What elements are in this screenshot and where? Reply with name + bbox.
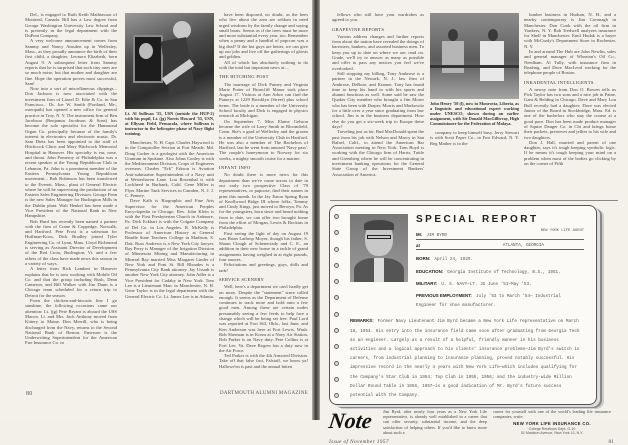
binder-hole <box>334 247 339 252</box>
note-logo: Note <box>327 408 374 434</box>
agent-location: ATLANTA, GEORGIA <box>502 243 544 249</box>
binder-holes <box>334 214 339 398</box>
binder-hole <box>334 214 339 219</box>
paragraph: Manchester, N. H. Capt. Charles Haywood is in the Comptroller Section at Fort Meade, Md. Doug Corker is a geologist with the American Uranium in Spokane. Also Johns Conley is with the Mediterranean Division, Corps of Engineers overseas. Charles "Erk" Erkson is Aviation Anti-submarine Superintendent of a Navy unit at Westerhaven Lane. Lou Rosenthal is with Lockheed in Burbank, Calif. Gene Miller is Flyer Marine Tank Services in Camden, N. J. J. C. Penney. <box>125 140 214 198</box>
note-contact <box>493 409 611 436</box>
paragraph: company to keep himself busy. Jerry Stewart is with Scott Paper Co., in Fort Edward, N. Y. Reg Mather is in the <box>430 130 519 146</box>
field-label: Mr. <box>416 232 423 237</box>
paragraph: Ted Parker is with the 4th Armored Division. Take off that false fact, Falstaff, we know ya! Hallowe'en is past and the annual bitten <box>219 353 308 369</box>
paragraph: In and around The Hub are John Newlin, sales and general manager of Wheaton's Oil Co., Needham. Al Tully, with insurance firm in Reading, and Dave MacLeod working for the telephone people of Boston. <box>524 49 616 76</box>
binder-hole <box>334 377 339 382</box>
divider <box>330 200 618 201</box>
field-label: PREVIOUS EMPLOYMENT: <box>416 293 472 299</box>
company-dept: College Relations Dept. G-10 <box>528 426 576 431</box>
issue-date: Issue of November 1957 <box>329 438 389 445</box>
agent-photo <box>350 214 408 282</box>
binder-hole <box>334 361 339 366</box>
remarks-text: Former Navy Lieutenant Jim Byrd became a New York Life representative on March 18, 1954. His entry into the insurance field came soon after graduating from Georgia Tech as an engineer. Largely as a result of a helpful, friendly manner in his business activities and a logical approach to his clients' insurance problems—Jim Byrd's switch in careers, from industrial planning to insurance planning, proved notably successful. His impressive record in the nearly 4 years with New York Life—which includes qualifying for the Company's Star Club in 1954; Top Club in 1955, 1956; and the industry-wide Million Dollar Round Table in 1956, 1957—is a good indication of Mr. Byrd's future success potential with the Company. <box>350 319 580 399</box>
paragraph: No doubt there is more news for this department than we've come across to date in our early two prospective Class of '79 representatives, or papoose, find their names in print this month. In the Jay Eaton Spring Ryan of Knollwood Ridge III whose folks, Tommy and Cindy Kings, just moved to Berwyn, Pa. As for the youngsters, born since and heard nothing from to date, we can offer two brought home from the effort of Morgan, Lewis & Bockius in Philadelphia. <box>219 172 308 231</box>
paragraph: A letter from Rick Lambert in Hanover explains that he is now working with Mobile Oil Co. and that the group including Rush, Dean Cameron, and Bill Walker with Jim Dunn is a Chicago team scheduled for a return trip to Detroit for the season. <box>25 266 117 298</box>
report-title: SPECIAL REPORT <box>416 214 539 225</box>
left-column-2-stack <box>125 111 214 385</box>
company-address: 51 Madison Avenue, New York 10, N.Y. <box>520 431 584 436</box>
remarks <box>350 315 584 398</box>
portrait-photo <box>430 13 519 99</box>
paragraph: Various address changes and further reports from about the nation have revealed the doings of barristers, bankers, and assorted business men. To keep you up to date on where we are, read on. Grade, we'll try to answer as many as possible and offer to pass any notices you feel we've overlooked. <box>332 33 424 71</box>
paragraph: Don J. Hall, married and parent of one daughter, says it's tough keeping symbolic logic. If he means it's tough keeping your mind on a problem when most of the bodies go clicking by on the corner of Fifth <box>524 139 616 167</box>
paragraph: have been disposed, no doubt, as the bees who live about the area are seldom in need urged wisdoms by the family change and saying small boats. Seems as if the trees must be more and more substantial every year, too. Remember when a penny and a handful of popcorn was a big deal? If the hot guys are better, we can give up our jobs and live off the gatherings of ghosts and goblins. <box>219 12 308 60</box>
binder-hole <box>334 393 339 398</box>
paragraph: Now into a sort of miscellaneous clippings... Don Jackson is now associated with the investment firm of Lionel D. Edie & Co. in San Francisco... Dr. Joe W. Smith (Portland, Me., osteopath) has opened a new office for general practice in Troy, N. Y. The instrument firm of Ben Jacobson (Benjamin Jacobson & Sons) has become the sole specialist for the Hammond Organ Co. principally because of the family's interest in electronics and electronic music. Dr. Sam Dietz has been appointed to the staff of Hitchcock Clinic and Mary Hitchcock Memorial Hospital in Hanover. His specialty is ear, nose, and throat. John Pomeroy of Philadelphia was a recent speaker at the Young Republican Club in Lebanon, Pa. John is a prominent member of the Eastern Pennsylvania Young Republican movement... Bob Robinson has been transferred to the Everett, Mass., plant of General Electric where he will be supervising the production of an Eastern Sales Engineering Division. George Fenn is the new Sales Manager for Burlington Mills in the Dublin plant. Walt Henkel has been made a Vice President of the National Bank in New Hampshire. <box>25 86 117 219</box>
note-text-continued: career for yourself with one of the world's leading life insurance companies, write: <box>493 409 611 420</box>
field-label: at <box>416 243 420 249</box>
left-column-3 <box>219 12 308 385</box>
field-label: BORN: <box>416 256 431 262</box>
binder-hole <box>334 263 339 268</box>
magazine-name: DARTMOUTH ALUMNI MAGAZINE <box>219 391 308 396</box>
agent-name: JIM BYRD <box>426 233 447 238</box>
binder-hole <box>334 328 339 333</box>
education-row <box>416 266 584 275</box>
section-heading: INFANT INFO <box>219 165 251 171</box>
photo-caption: John Henry '50 (l), now in Monrovia, Liberia, as a linguistic and educational expert working under UNESCO, shown during an earlier assignment, with Sir Donald MacGillivray, High Commissioner for the Federation of Malaya. <box>430 101 519 126</box>
field-value: July '53 to March '54— Industrial Engineer for shoe manufacturer. <box>416 294 561 309</box>
page-number: 80 <box>26 391 33 397</box>
right-column-1 <box>332 12 424 197</box>
paragraph: The marriage of Dick Putney and Virginia Marie Potter of Briarcliff Manor took place August 17. Visitors at Ann Arbor can find the Putneys at 1229 Brooklyn (Street) plus school items. The bride is a member of the University School faculty and Dick is engaged in physics research at Michigan. <box>219 81 308 119</box>
left-page <box>0 0 314 420</box>
paragraph: Still stopping my billing, Tony Ambrose is a partner in the Newark, N. J., law firm of Ambrose, DeRose, and Kramer. Tony has found time to keep his hand in with his sports and alumni functions as well. Some said he saw the Quaker City member who brought a Jim Moser who has been with Draper, Morris and Markowitz for a little over a year since graduating from law school. Jim is in the business department. How else do you get a six-week trip to Europe these days? <box>332 70 424 129</box>
paragraph: From the chicken-and-biscuits line I go sunshine, the following occasions came our attention: Lt. (jg) Pete Bryant is aboard the USS Macon. Lt. and Mrs. Jack Anthony moved from Kittery to Maine. Don Merrill, who is being discharged from the Navy, returns to the Second National Bank of Boston. Emerson is the Underwriting Superintendent for the American Fire Insurance Co. in <box>25 298 117 346</box>
paragraph: All of which has absolutely nothing to do with the total but important news at.... <box>219 59 308 70</box>
binder-hole <box>334 312 339 317</box>
photo-caption: Lt. Al Sullivan '55, USN (outside the HUP-2) with his pupil, Lt. (jg) Norris Howard '55, USN, at Ellyson Field, Pensacola, where Sullivan is instructor in the helicopter phase of Navy flight training. <box>125 111 214 136</box>
binder-hole <box>334 230 339 235</box>
field-value: U. S. NAVY—LT. JG June '51—May '53. <box>441 281 532 287</box>
paragraph: fellows who still have your wardrobes as agreed to you. <box>332 12 424 23</box>
paragraph: Felicitations and greetings, guys, dolls and tads! <box>219 262 308 273</box>
section-heading: GRAPEVINE REPORTS <box>332 26 385 32</box>
section-heading: THE HITCHING POST <box>219 74 269 80</box>
paragraph: Well, here's a department we can't hardly get on more. Despite the "statement" since called enough. It seems as the Department of Defense continues to track more and hold onto a few good men. Among these are certain nodes presumably seeing a few feeds to help face a change which will be being set free. Paul Lord was reported at Fort Sill, Okla., last June, and Ken Anderson was here at Fort Lewis, Wash. Bob Sherman is in Korea at a Navy Air Station. Bob Parker is on Navy duty. Pete Collins is at Fort Lee, Va. Dave Rogers has a duty now in the Air Force. <box>219 284 308 353</box>
helicopter-photo <box>125 13 214 109</box>
born-row <box>416 253 584 262</box>
agent-position: NEW YORK LIFE AGENT <box>540 229 584 233</box>
binder-hole <box>334 295 339 300</box>
field-label: EDUCATION: <box>416 268 444 274</box>
right-column-3 <box>524 12 616 197</box>
paragraph: Dave Kalb is Biographic and Fine Arts Supervisor for the American Peoples Encyclopedia in Chicago. Rev. John Klein is with the First Presbyterian Church in Ardmore, Pa. Dick Eckhart is with the Colgate Company of Del Co. in Los Angeles. R. McKelly is Professor of American History at General Beadle State Teachers College in Madison, S. Dak. Ross Andrews is a New York City lawyer. Ray Perry is Manager of the Irrigation Division of Minnesota Mining and Manufacturing in Mineral Bay married Miss Margaret Linder of New York and Pont St. Bill Rhoades is a Pennsylvania City Bank attorney. Jay Ussadt is another New York City attorney. John Adler is a Vice President for Cudahy in New York. Tom Lee is a Lieutenant Man. in Manchester, N. H. Gene Taylor is in the legal department with the General Electric Co. Lt. James Lee is in Atlanta. <box>125 198 214 299</box>
note-text: Jim Byrd, after nearly four years as a New York Life representative, is already well established in a career that can offer security, substantial income, and the deep satisfaction of helping others. If you'd like to know more about such a <box>383 409 487 435</box>
left-column-2 <box>125 140 214 385</box>
note-ad <box>329 409 621 436</box>
paragraph: Traveling just as far, Bud MacDonald spent the past from his job with Nelson and Marcy in San Rafael, Calif., to attend the American Bar Association meeting in New York. Tom Boyd is working with the Chicago firm of Harris, Tuttle and Greenberg where he will be concentrating in investment banking operations for the General State Group of the Investment Bankers' Association of America. <box>332 129 424 177</box>
binder-hole <box>334 279 339 284</box>
employment-row <box>416 290 584 308</box>
section-heading: INKADENTAL INTELLIGENTS <box>524 79 594 85</box>
military-row <box>416 278 584 287</box>
paragraph: Del., is engaged to Ruth Keith Mathiasson of Montreal, Canada. Bill has a Law degree from George Washington University Law School and is presently in the legal department with the DuPont Company. <box>25 12 117 39</box>
section-heading: SERVICE SCENERY <box>219 276 265 282</box>
report-fields <box>416 214 584 311</box>
field-value: Georgia Institute of Technology, B.S., 1951. <box>447 269 561 275</box>
field-label: REMARKS: <box>350 318 374 324</box>
name-row <box>416 229 584 240</box>
paragraph: Bob Hurd has recently been named a partner with the firm of Crane & Coppedge, Norwalk, and Hartford. Pete Frost is a salesman for Huffman-Koos, Dick Bradley joined Tyler Engineering Co. of Lynn, Mass. Lloyd Richmond is serving as Assistant Director of Development of the Red Cross, Burlington, Vt. and a few others of the class have made news this season in a variety of ways. <box>25 218 117 266</box>
location-row <box>416 243 584 250</box>
paragraph: lumber business in Hudson, N. H., and a nearby contemporary is Jim Cavanagh in Manchester. Don Cook with the oil firm in Yonkers, N. Y. Bob Tredwell analyzes insurance for Shell in Manchester. Emil Hudak is a buyer with McCurdy's Department Store in Rochester, N. Y. <box>524 12 616 49</box>
left-column-1 <box>25 12 117 385</box>
binder-hole <box>334 344 339 349</box>
right-column-2-stack <box>430 101 519 197</box>
field-value: April 24, 1929. <box>434 257 474 263</box>
company-name: NEW YORK LIFE INSURANCE CO. <box>513 421 591 427</box>
paragraph: A very welcome announcement comes from Sammy and Nancy Amsden up in Wellesley, Mass., as they proudly announce the birth of their first child, a daughter, Leonora Elizabeth, born August 9. A subsequent letter from Sammy reports that he is surprised that such tiny ones are so much noise, but that mother and daughter are fine. Hope the operation proves most successful, Sam! <box>25 38 117 86</box>
special-report-card <box>329 205 597 405</box>
paragraph: A newsy note from Don O. Bowen tells us Pick Taylor has two sons and a nice job in Paine, Gant & Belding in Chicago. Dave and Mary Lou Bull recently had a daughter; Dave was elected Junior of the Board in Stockbridge, Mass. Ed. is one of the bachelors who stay the course at a good pace. Don has been made product manager of Squire Danger Co. in Chi and brings home their packets, preserves and jellies to his wife and two daughters. <box>524 86 616 140</box>
paragraph: First seeing the light of day on August 19 was Brian Lathrop Moyer, though his father, S. Shaun Clough of Schenectady and C. E., an addition in their new house in a tackle of grand assignments having weighed in at eight pounds, four ounces. <box>219 230 308 263</box>
right-column-2 <box>430 130 519 197</box>
field-label: MILITARY: <box>416 280 438 286</box>
right-page-lower <box>327 205 621 445</box>
paragraph: On September 7, Miss Elaine Gelston became the wife of Larry Smith in Bloomfield, Conn. She's a grad of Wellesley and the groom is a member of the University Club in Hartford. He was also a member of The Bachelors of Hartford, last he went from amused 'Navy pass'. The couple's honeymoon to Norway for six weeks, a mighty smooth cruise for a marine. <box>219 118 308 161</box>
right-page-footer <box>329 439 614 445</box>
page-number: 81 <box>608 438 614 445</box>
